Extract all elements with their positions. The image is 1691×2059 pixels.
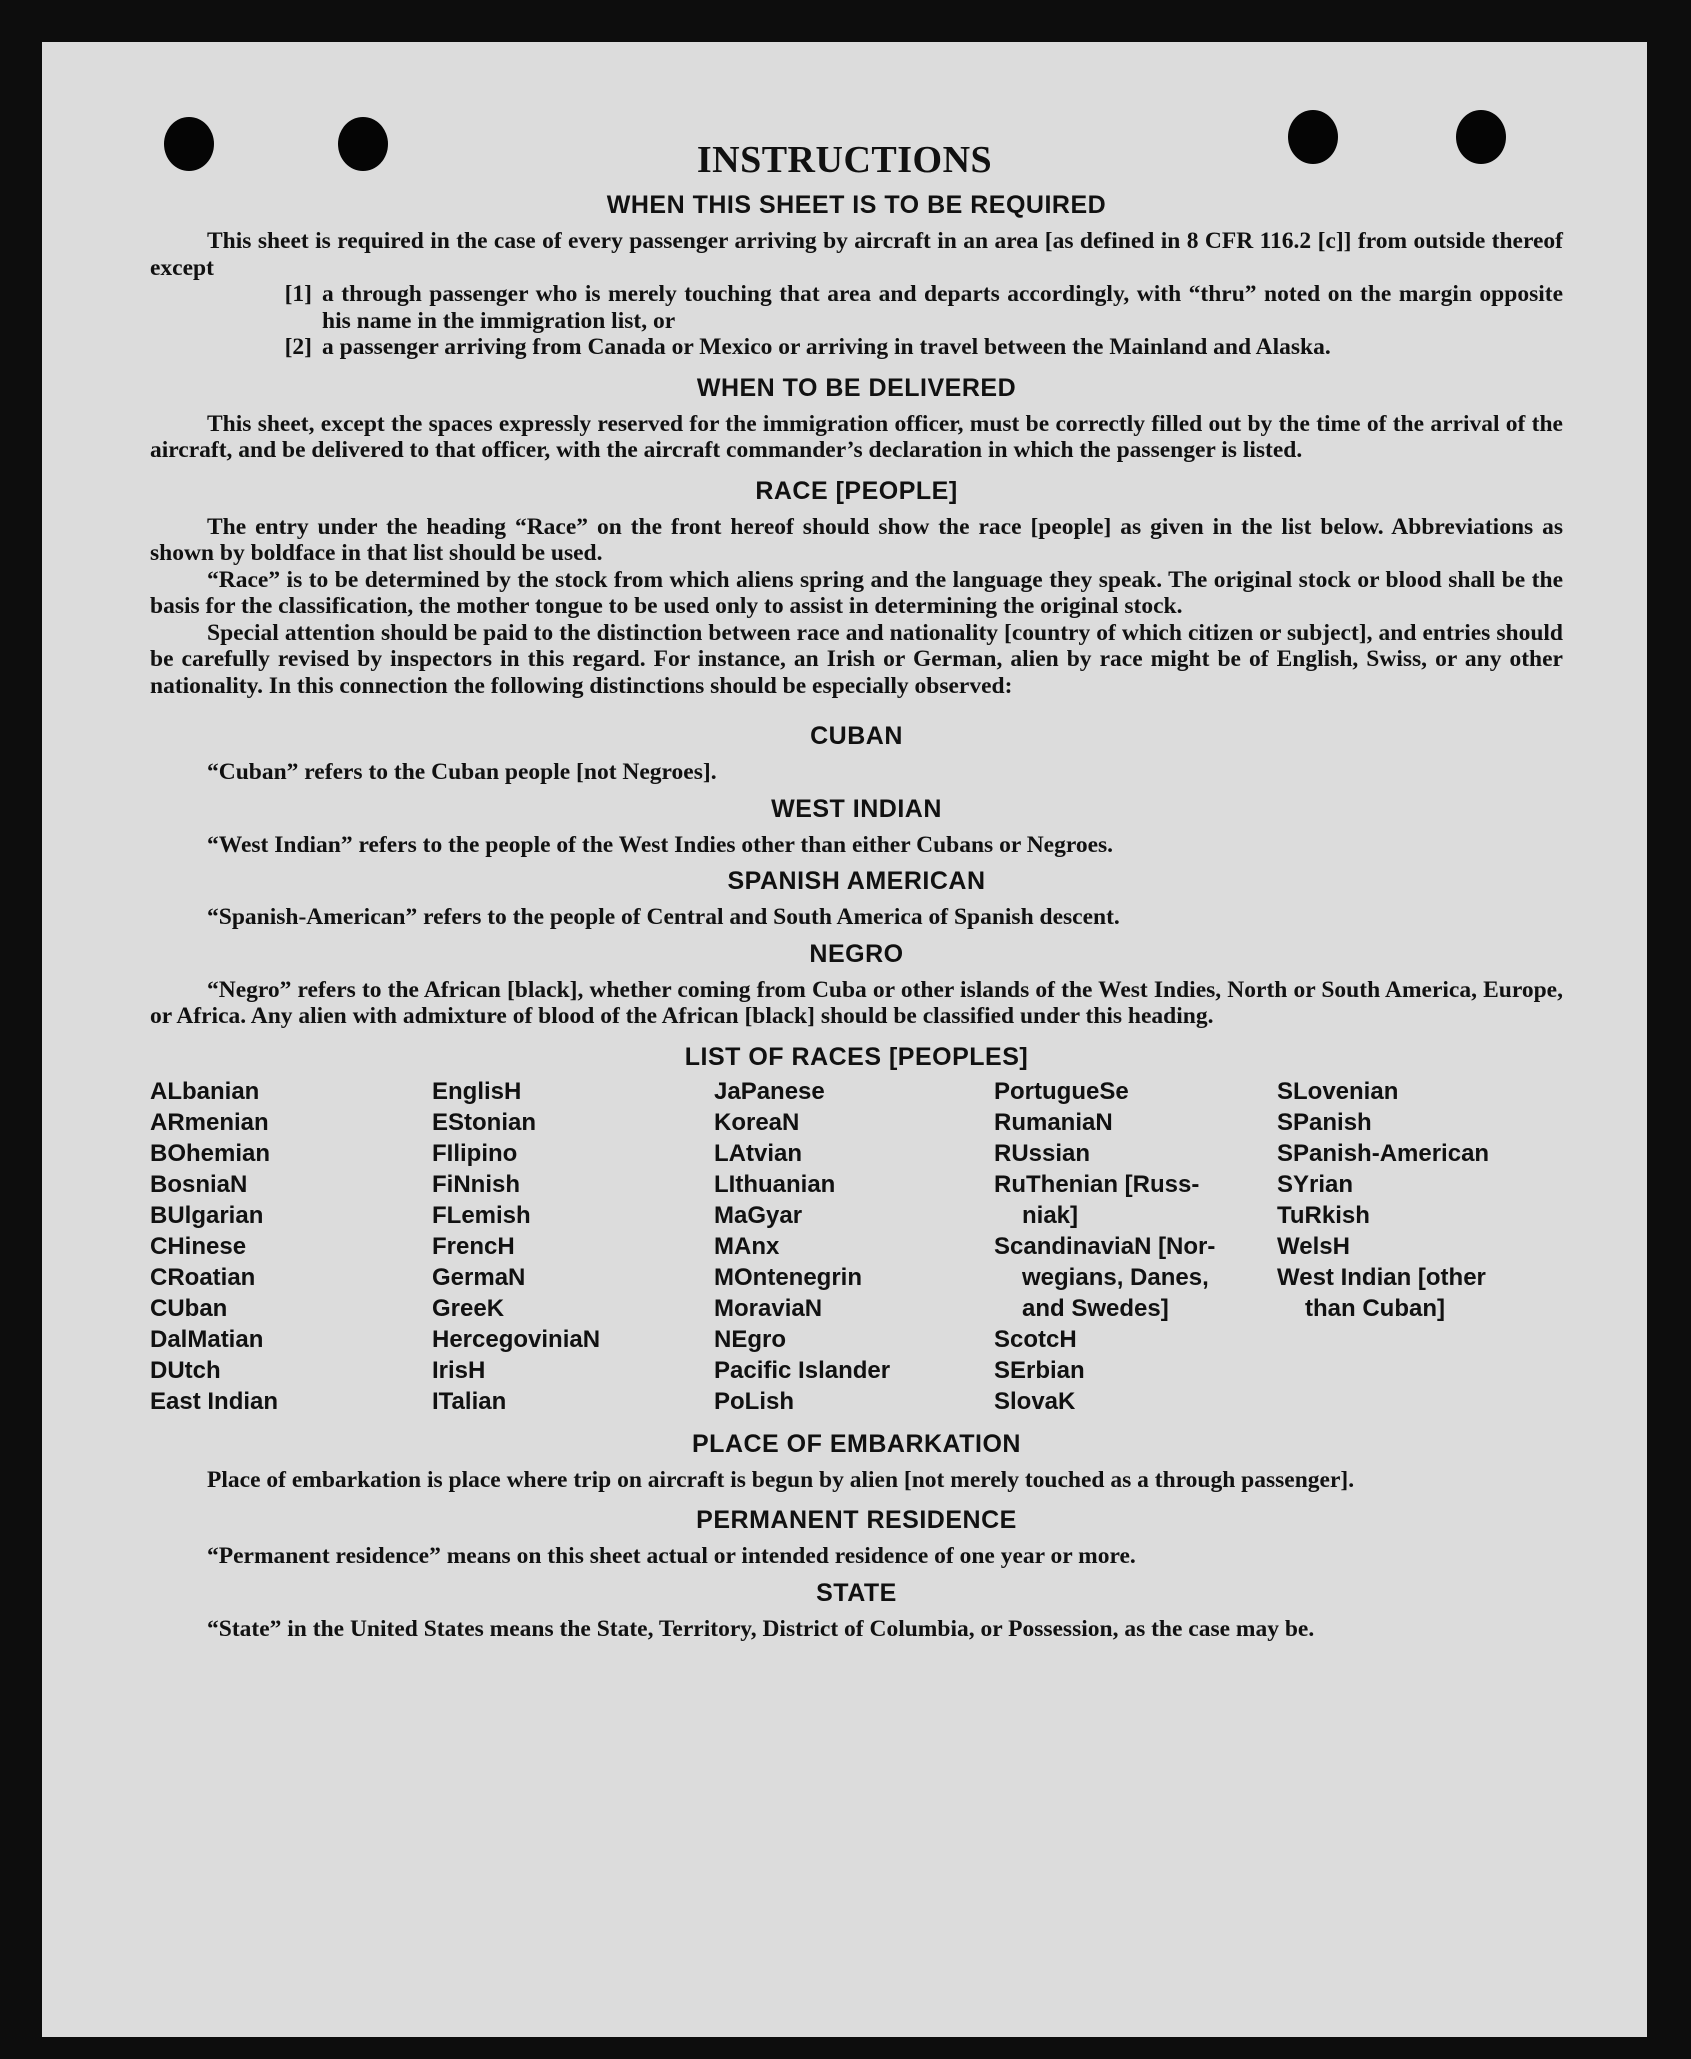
race-entry: WelsH xyxy=(1277,1232,1350,1260)
race-entry: ScotcH xyxy=(994,1325,1077,1353)
section-heading-list-of-races: LIST OF RACES [PEOPLES] xyxy=(684,1042,1029,1071)
delivered-text: This sheet, except the spaces expressly reserved for the immigration officer, must be correctly filled out by the time of the arrival of the aircraft, and be delivered to that officer, with the aircraft commander’s declaration in which the passenger is listed. xyxy=(150,410,1563,463)
race-entry: SPanish-American xyxy=(1277,1139,1490,1167)
race-entry: FLemish xyxy=(432,1201,531,1229)
section-heading-negro: NEGRO xyxy=(809,939,904,968)
section-heading-embarkation: PLACE OF EMBARKATION xyxy=(692,1429,1021,1458)
race-entry: MOntenegrin xyxy=(714,1263,862,1291)
race-entry: niak] xyxy=(1022,1201,1079,1229)
race-entry: CRoatian xyxy=(150,1263,256,1291)
race-paragraph-1: The entry under the heading “Race” on the front hereof should show the race [people] as given in the list below. Abbreviations as shown by boldface in that list should be used. xyxy=(150,513,1563,566)
race-entry: LIthuanian xyxy=(714,1170,836,1198)
race-entry: SLovenian xyxy=(1277,1077,1399,1105)
race-entry xyxy=(1277,1355,1557,1386)
list-item xyxy=(150,281,1563,334)
race-entry: than Cuban] xyxy=(1305,1294,1445,1322)
race-entry: and Swedes] xyxy=(1022,1294,1169,1322)
section-heading-permanent-residence: PERMANENT RESIDENCE xyxy=(696,1506,1017,1534)
race-entry: SPanish xyxy=(1277,1108,1372,1136)
race-entry: NEgro xyxy=(714,1325,786,1353)
race-entry: KoreaN xyxy=(714,1108,800,1136)
item-number: [2] xyxy=(284,334,312,360)
race-entry: MaGyar xyxy=(714,1201,803,1229)
race-entry: BOhemian xyxy=(150,1139,271,1167)
section-heading-state: STATE xyxy=(816,1578,897,1607)
race-entry xyxy=(1277,1386,1557,1417)
state-text: “State” in the United States means the State, Territory, District of Columbia, or Possession, as the case may be. xyxy=(207,1615,1315,1642)
race-entry: PortugueSe xyxy=(994,1077,1129,1105)
item-text: a passenger arriving from Canada or Mexico or arriving in travel between the Mainland and Alaska. xyxy=(322,334,1331,360)
race-entry: West Indian [other xyxy=(1277,1263,1486,1291)
race-entry: RUssian xyxy=(994,1139,1091,1167)
instructions-body xyxy=(150,190,1563,1642)
race-entry: RumaniaN xyxy=(994,1108,1113,1136)
west-indian-text: “West Indian” refers to the people of the West Indies other than either Cubans or Negroes. xyxy=(207,831,1114,858)
race-entry: IrisH xyxy=(432,1356,486,1384)
race-entry: EStonian xyxy=(432,1108,537,1136)
section-heading-west-indian: WEST INDIAN xyxy=(771,794,942,823)
race-entry: TuRkish xyxy=(1277,1201,1370,1229)
race-entry: LAtvian xyxy=(714,1139,803,1167)
race-entry: ITalian xyxy=(432,1387,507,1415)
race-entry: DUtch xyxy=(150,1356,221,1384)
section-heading-when-delivered: WHEN TO BE DELIVERED xyxy=(696,373,1017,402)
race-entry: GermaN xyxy=(432,1263,526,1291)
race-entry: GreeK xyxy=(432,1294,505,1322)
race-entry xyxy=(1277,1324,1557,1355)
race-entry: ALbanian xyxy=(150,1077,260,1105)
race-entry: RuThenian [Russ- xyxy=(994,1170,1200,1198)
race-entry: wegians, Danes, xyxy=(1022,1263,1209,1291)
list-item xyxy=(150,334,1563,361)
race-paragraph-3: Special attention should be paid to the distinction between race and nationality [country of which citizen or subject], and entries should be carefully revised by inspectors in this regard. For instance, an Irish or German, alien by race might be of English, Swiss, or any other nationality. In this connection the following distinctions should be especially observed: xyxy=(150,619,1563,699)
residence-text: “Permanent residence” means on this sheet actual or intended residence of one year or more. xyxy=(207,1543,1136,1569)
race-entry: MoraviaN xyxy=(714,1294,823,1322)
race-entry: FiNnish xyxy=(432,1170,520,1198)
race-entry: East Indian xyxy=(150,1387,279,1415)
race-entry: ScandinaviaN [Nor- xyxy=(994,1232,1216,1260)
item-text: a through passenger who is merely touching that area and departs accordingly, with “thru” noted on the margin opposite his name in the immigration list, or xyxy=(322,281,1563,334)
race-entry: CUban xyxy=(150,1294,228,1322)
section-heading-race: RACE [PEOPLE] xyxy=(755,476,958,505)
race-entry: Pacific Islander xyxy=(714,1356,891,1384)
race-entry: EnglisH xyxy=(432,1077,522,1105)
required-intro: This sheet is required in the case of every passenger arriving by aircraft in an area [as defined in 8 CFR 116.2 [c]] from outside thereof except xyxy=(150,228,1563,281)
race-entry: ARmenian xyxy=(150,1108,269,1136)
embarkation-text: Place of embarkation is place where trip on aircraft is begun by alien [not merely touched as a through passenger]. xyxy=(207,1466,1355,1493)
item-number: [1] xyxy=(284,281,312,307)
race-entry: JaPanese xyxy=(714,1077,825,1105)
race-entry: PoLish xyxy=(714,1387,795,1415)
race-entry: FIlipino xyxy=(432,1139,518,1167)
section-heading-when-required: WHEN THIS SHEET IS TO BE REQUIRED xyxy=(606,191,1107,219)
race-entry: HercegoviniaN xyxy=(432,1325,601,1353)
race-paragraph-2: “Race” is to be determined by the stock from which aliens spring and the language they speak. The original stock or blood shall be the basis for the classification, the mother tongue to be used only to assist in determining the original stock. xyxy=(150,566,1563,619)
race-entry: SErbian xyxy=(994,1356,1085,1384)
document-sheet xyxy=(42,42,1647,2037)
race-entry: MAnx xyxy=(714,1232,780,1260)
race-entry: DalMatian xyxy=(150,1325,264,1353)
races-list xyxy=(150,1076,1563,1417)
race-entry: BosniaN xyxy=(150,1170,248,1198)
spanish-american-text: “Spanish-American” refers to the people of Central and South America of Spanish descent. xyxy=(207,904,1120,930)
race-entry: SYrian xyxy=(1277,1170,1354,1198)
page-title: INSTRUCTIONS xyxy=(696,139,993,181)
cuban-text: “Cuban” refers to the Cuban people [not Negroes]. xyxy=(207,759,717,785)
race-entry: FrencH xyxy=(432,1232,515,1260)
section-heading-cuban: CUBAN xyxy=(810,722,903,750)
negro-text: “Negro” refers to the African [black], whether coming from Cuba or other islands of the West Indies, North or South America, Europe, or Africa. Any alien with admixture of blood of the African [black] should be classified under this heading. xyxy=(150,976,1563,1029)
section-heading-spanish-american: SPANISH AMERICAN xyxy=(727,867,986,895)
race-entry: SlovaK xyxy=(994,1387,1076,1415)
race-entry: BUlgarian xyxy=(150,1201,264,1229)
race-entry: CHinese xyxy=(150,1232,247,1260)
